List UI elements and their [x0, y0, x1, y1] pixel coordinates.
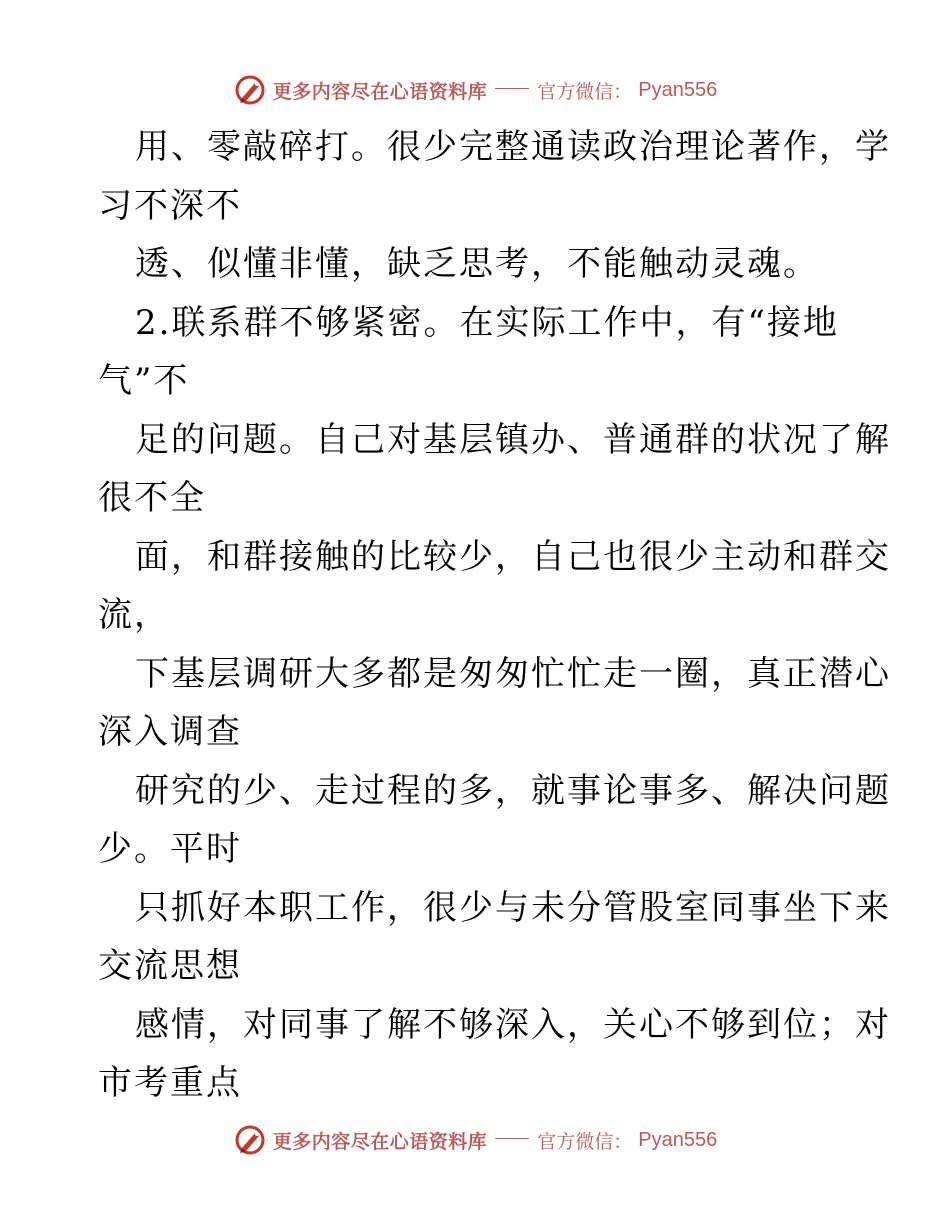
watermark-wechat-label: 官方微信：: [537, 1130, 633, 1153]
text-line: 下基层调研大多都是匆匆忙忙走一圈，真正潜心: [135, 653, 891, 694]
watermark-wechat-label: 官方微信：: [537, 80, 633, 103]
pen-logo-icon: [233, 73, 267, 107]
watermark-dash: [495, 1138, 529, 1139]
text-line: 足的问题。自己对基层镇办、普通群的状况了解: [135, 419, 891, 460]
footer-watermark: [0, 1120, 950, 1160]
text-line: 面，和群接触的比较少，自己也很少主动和群交: [135, 536, 891, 577]
document-body: [98, 118, 891, 1113]
watermark-text: 更多内容尽在心语资料库: [272, 1130, 488, 1153]
watermark-wechat-id: Pyan556: [638, 1128, 718, 1151]
watermark-wechat-id: Pyan556: [638, 78, 718, 101]
text-line: 交流思想: [98, 946, 242, 986]
text-line: 用、零敲碎打。很少完整通读政治理论著作，学: [135, 127, 891, 167]
text-line: 习不深不: [98, 185, 242, 226]
text-line: 只抓好本职工作，很少与未分管股室同事坐下来: [135, 887, 891, 928]
text-line: 研究的少、走过程的多，就事论事多、解决问题: [135, 770, 891, 811]
text-line: 感情，对同事了解不够深入，关心不够到位；对: [135, 1004, 891, 1045]
text-line: 流，: [98, 595, 170, 635]
header-watermark: [0, 70, 950, 110]
text-line: 深入调查: [98, 712, 242, 752]
text-line: 气”不: [98, 361, 190, 401]
text-line: 透、似懂非懂，缺乏思考，不能触动灵魂。: [135, 244, 819, 284]
watermark-text: 更多内容尽在心语资料库: [272, 80, 488, 103]
watermark-dash: [495, 88, 529, 89]
text-line: 少。平时: [98, 829, 242, 869]
text-line: 2.联系群不够紧密。在实际工作中，有“接地: [135, 302, 839, 343]
text-line: 市考重点: [98, 1063, 242, 1103]
pen-logo-icon: [233, 1123, 267, 1157]
text-line: 很不全: [98, 478, 206, 518]
